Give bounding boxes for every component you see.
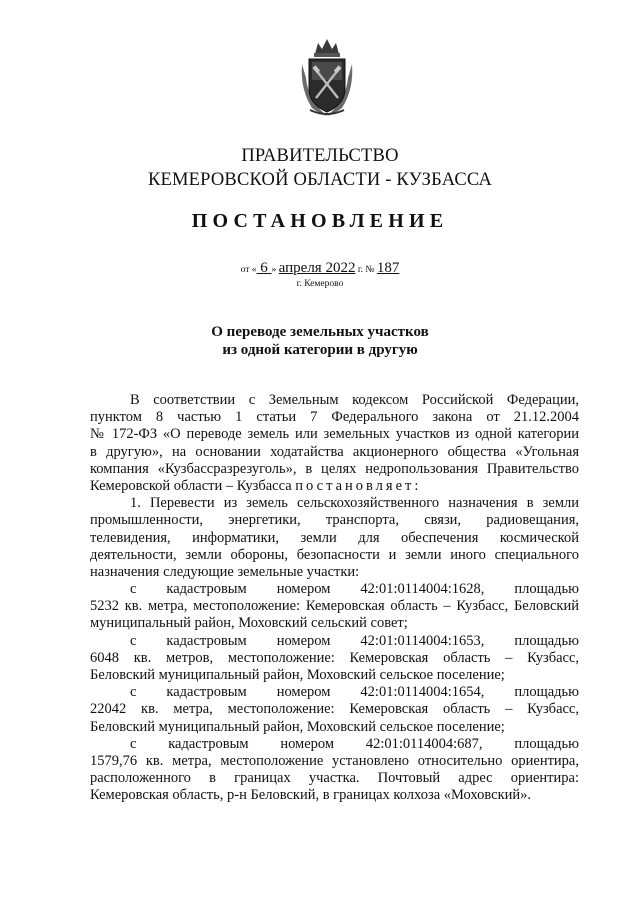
- government-name-line1: ПРАВИТЕЛЬСТВО: [241, 146, 399, 166]
- body-line: 22042 кв. метра, местоположение: Кемеровская область – Кузбасс,: [90, 701, 579, 718]
- document-body: [90, 392, 579, 805]
- subject-line1: О переводе земельных участков: [211, 324, 429, 340]
- date-prefix: от «: [240, 265, 257, 275]
- body-line: промышленности, энергетики, транспорта, связи, радиовещания,: [90, 512, 579, 529]
- body-line: 1579,76 кв. метра, местоположение установлено относительно ориентира,: [90, 752, 579, 769]
- body-line: Кемеровская область, р-н Беловский, в границах колхоза «Моховский».: [90, 787, 532, 804]
- body-line: телевидения, информатики, земли для обеспечения космической: [90, 529, 579, 546]
- body-line: [90, 478, 579, 495]
- body-line: с кадастровым номером 42:01:0114004:1653, площадью: [130, 632, 579, 649]
- body-line: назначения следующие земельные участки:: [90, 563, 360, 580]
- date-day: 6: [256, 260, 272, 276]
- body-line: Беловский муниципальный район, Моховский сельское поселение;: [90, 718, 505, 735]
- body-line: в другую», на основании ходатайства акционерного общества «Угольная: [90, 443, 579, 460]
- body-line: с кадастровым номером 42:01:0114004:1628, площадью: [130, 581, 579, 598]
- body-line: Беловский муниципальный район, Моховский сельское поселение;: [90, 667, 505, 683]
- body-line: расположенного в границах участка. Почтовый адрес ориентира:: [90, 770, 579, 787]
- date-number-line: [0, 260, 640, 277]
- coat-of-arms-emblem: [298, 34, 356, 118]
- body-line: В соответствии с Земельным кодексом Российской Федерации,: [130, 392, 579, 408]
- body-line: № 172-ФЗ «О переводе земель или земельных участков из одной категории: [90, 426, 579, 443]
- city-name: г. Кемерово: [296, 279, 344, 289]
- body-line: с кадастровым номером 42:01:0114004:1654, площадью: [130, 684, 579, 701]
- body-line: муниципальный район, Моховский сельский совет;: [90, 615, 408, 632]
- date-month-year: апреля 2022: [278, 260, 356, 276]
- date-mid: »: [271, 265, 279, 275]
- body-line: деятельности, земли обороны, безопасности и земли иного специального: [90, 546, 579, 563]
- resolves-word: постановляет:: [295, 477, 422, 494]
- body-line: 5232 кв. метра, местоположение: Кемеровская область – Кузбасс, Беловский: [90, 598, 579, 615]
- body-line: пунктом 8 частью 1 статьи 7 Федерального закона от 21.12.2004: [90, 409, 579, 426]
- subject-line2: из одной категории в другую: [222, 342, 418, 358]
- body-line: 1. Перевести из земель сельскохозяйственного назначения в земли: [130, 495, 579, 512]
- document-number: 187: [376, 260, 400, 276]
- date-year-suffix: г. №: [355, 265, 377, 275]
- body-line: с кадастровым номером 42:01:0114004:687, площадью: [130, 735, 579, 752]
- document-type-title: ПОСТАНОВЛЕНИЕ: [191, 210, 449, 232]
- preamble-end-text: Кемеровской области – Кузбасса: [90, 477, 296, 494]
- body-line: компания «Кузбассразрезуголь», в целях недропользования Правительство: [90, 460, 579, 477]
- body-line: 6048 кв. метров, местоположение: Кемеровская область – Кузбасс,: [90, 649, 579, 666]
- government-name-line2: КЕМЕРОВСКОЙ ОБЛАСТИ - КУЗБАССА: [147, 170, 493, 190]
